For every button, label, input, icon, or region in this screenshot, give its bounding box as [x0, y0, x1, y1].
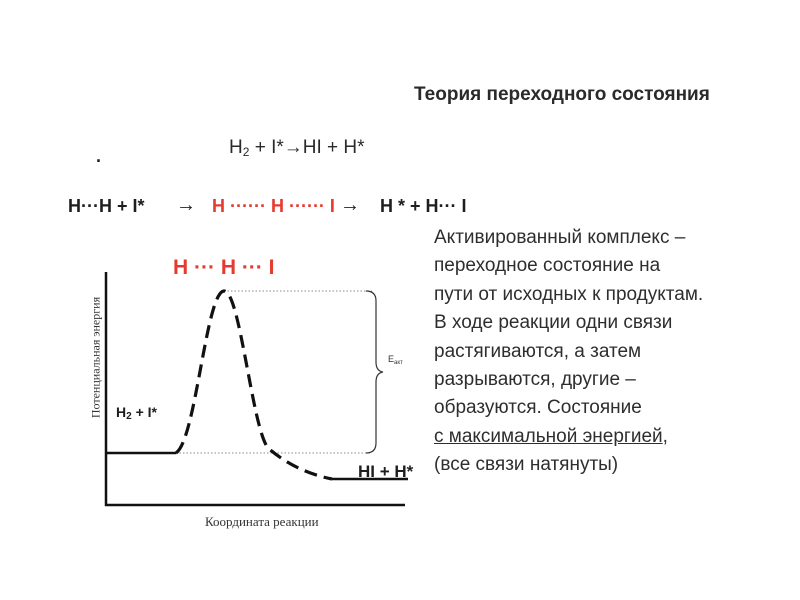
energy-profile-curve	[176, 291, 332, 479]
description-line: В ходе реакции одни связи	[434, 312, 673, 334]
scheme-products: H * + H··· I	[380, 196, 467, 216]
activation-energy-brace	[366, 291, 383, 453]
description-line: переходное состояние на	[434, 255, 661, 277]
scheme-reactants: H···H + I*	[68, 196, 145, 216]
reactants-rest: + I*	[131, 404, 157, 420]
y-axis-label: Потенциальная энергия	[88, 296, 103, 419]
bullet-dot: .	[96, 146, 102, 166]
equation-subscript: 2	[242, 145, 250, 159]
eakt-e: E	[388, 354, 395, 364]
description-line: образуются. Состояние	[434, 397, 642, 419]
description-line: (все связи натянуты)	[434, 454, 619, 476]
eakt-subscript: акт	[394, 360, 403, 366]
underline-tail: ,	[662, 425, 668, 447]
scheme-arrow-2: →	[340, 194, 360, 216]
slide-title: Теория переходного состояния	[414, 84, 710, 105]
equation-rest: + I*→HI + H*	[249, 137, 365, 158]
activation-energy-label	[388, 354, 403, 366]
description-line: растягиваются, а затем	[434, 340, 642, 362]
underlined-phrase: с максимальной энергией	[434, 425, 663, 447]
description-line: разрываются, другие –	[434, 369, 636, 391]
peak-complex-label: H ··· H ··· I	[173, 256, 275, 279]
description-line: пути от исходных к продуктам.	[434, 283, 704, 305]
scheme-arrow-1: →	[176, 194, 196, 216]
scheme-activated-complex: H ······ H ······ I	[212, 196, 335, 216]
products-label: HI + H*	[358, 462, 414, 481]
reactants-subscript: 2	[126, 411, 132, 422]
x-axis-label: Координата реакции	[205, 514, 319, 529]
reactants-h: H	[116, 404, 127, 420]
equation-h: H	[229, 137, 243, 158]
reactants-label	[116, 404, 157, 422]
description-line: Активированный комплекс –	[434, 227, 686, 248]
